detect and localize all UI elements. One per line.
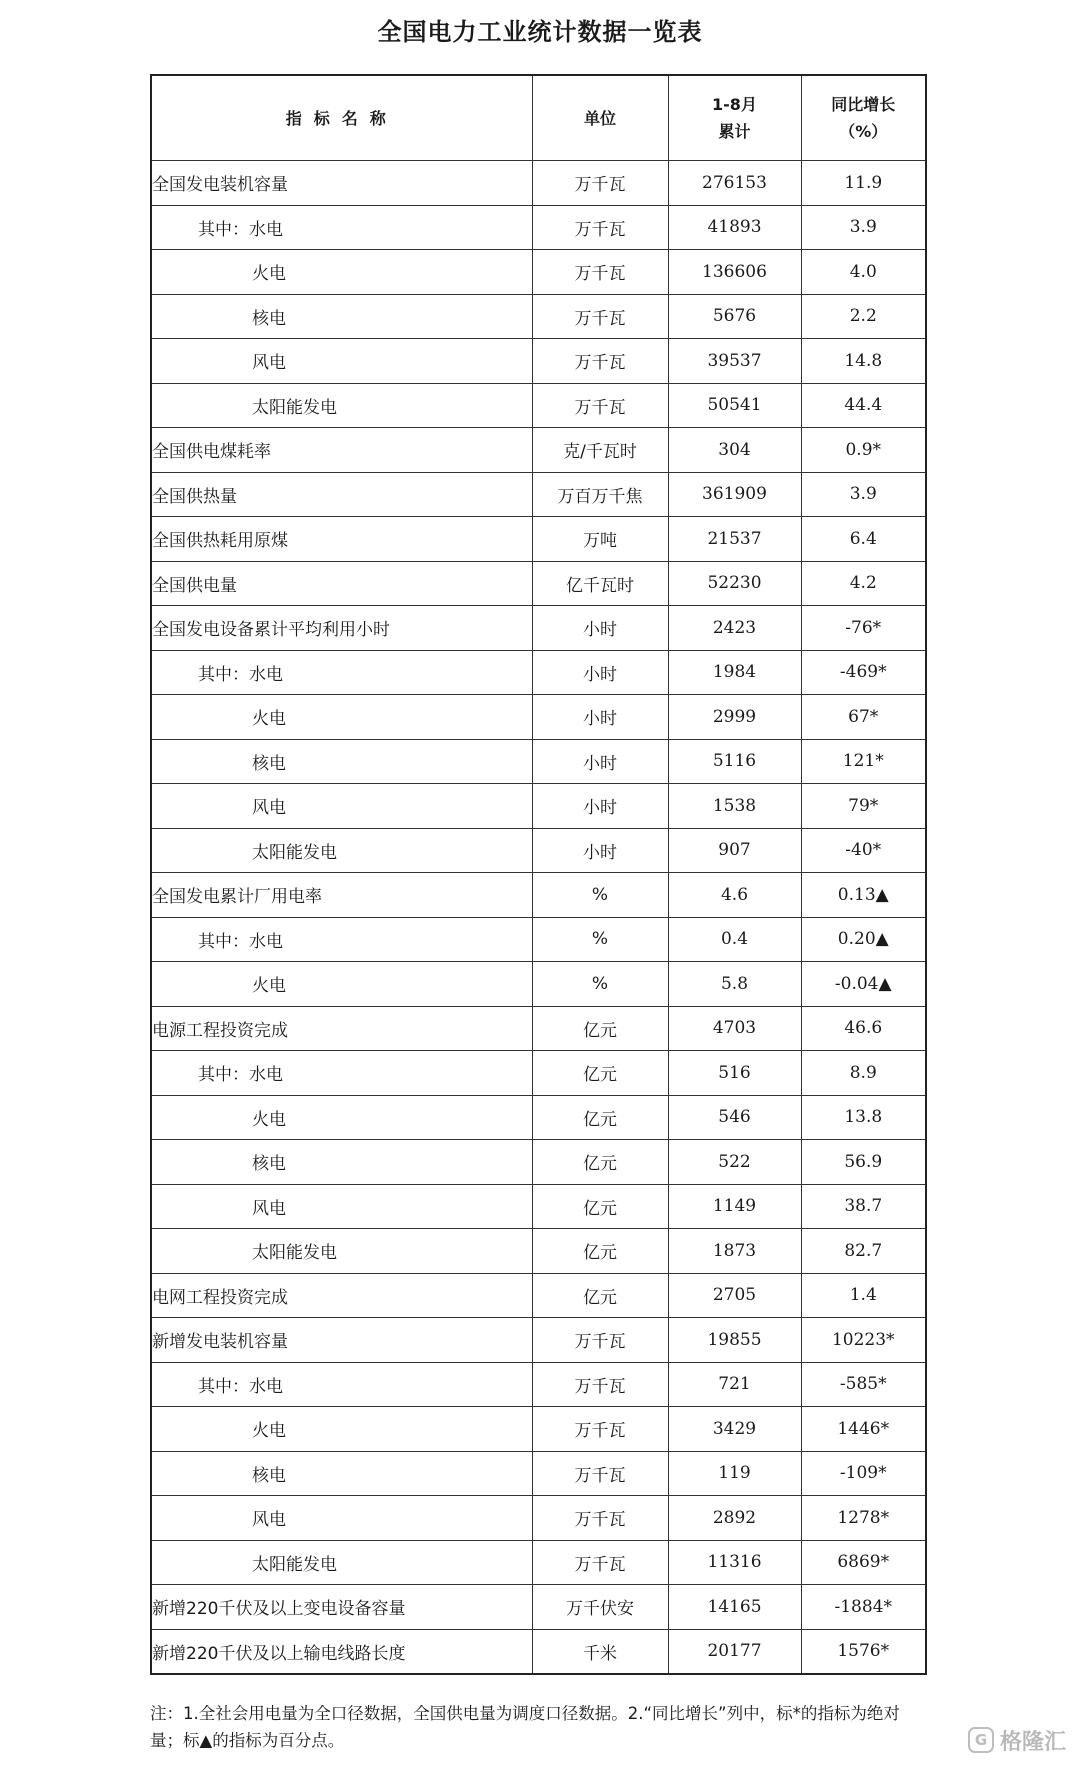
indicator-name-cell: 火电 <box>151 250 532 295</box>
yoy-growth-cell: 79* <box>801 784 926 829</box>
indicator-name-cell: 太阳能发电 <box>151 828 532 873</box>
yoy-growth-cell: -40* <box>801 828 926 873</box>
cumulative-value-cell: 50541 <box>668 383 801 428</box>
cumulative-value-cell: 1538 <box>668 784 801 829</box>
table-row <box>151 1006 926 1051</box>
table-row <box>151 828 926 873</box>
yoy-growth-cell: 44.4 <box>801 383 926 428</box>
unit-cell: 万千瓦 <box>532 339 668 384</box>
indicator-name-cell: 核电 <box>151 1451 532 1496</box>
unit-cell: 克/千瓦时 <box>532 428 668 473</box>
cumulative-value-cell: 136606 <box>668 250 801 295</box>
cumulative-value-cell: 546 <box>668 1095 801 1140</box>
unit-cell: % <box>532 917 668 962</box>
indicator-name-cell: 火电 <box>151 1095 532 1140</box>
yoy-growth-cell: 4.2 <box>801 561 926 606</box>
cumulative-value-cell: 1984 <box>668 650 801 695</box>
cumulative-value-cell: 5.8 <box>668 962 801 1007</box>
indicator-name-cell: 其中：水电 <box>151 1051 532 1096</box>
unit-cell: 小时 <box>532 606 668 651</box>
yoy-growth-cell: 82.7 <box>801 1229 926 1274</box>
indicator-name-cell: 新增220千伏及以上输电线路长度 <box>151 1629 532 1674</box>
indicator-name-cell: 太阳能发电 <box>151 383 532 428</box>
yoy-growth-cell: 1446* <box>801 1407 926 1452</box>
unit-cell: 万千瓦 <box>532 294 668 339</box>
unit-cell: 万百万千焦 <box>532 472 668 517</box>
indicator-name-cell: 其中：水电 <box>151 205 532 250</box>
unit-cell: 亿元 <box>532 1229 668 1274</box>
table-row <box>151 1318 926 1363</box>
table-row <box>151 428 926 473</box>
cumulative-value-cell: 2423 <box>668 606 801 651</box>
yoy-growth-cell: 13.8 <box>801 1095 926 1140</box>
table-row <box>151 205 926 250</box>
table-row <box>151 1051 926 1096</box>
unit-cell: % <box>532 873 668 918</box>
indicator-name-cell: 核电 <box>151 1140 532 1185</box>
watermark-text: 格隆汇 <box>999 1729 1066 1755</box>
gelonghui-logo-icon: G <box>968 1727 994 1753</box>
unit-cell: 亿元 <box>532 1184 668 1229</box>
yoy-growth-cell: 3.9 <box>801 205 926 250</box>
table-row <box>151 1451 926 1496</box>
header-yoy-label: 同比增长 <box>831 95 896 114</box>
table-body <box>151 161 926 1675</box>
indicator-name-cell: 火电 <box>151 1407 532 1452</box>
table-header-row <box>151 75 926 161</box>
header-unit: 单位 <box>532 75 668 161</box>
unit-cell: 千米 <box>532 1629 668 1674</box>
cumulative-value-cell: 721 <box>668 1362 801 1407</box>
unit-cell: 万千瓦 <box>532 1451 668 1496</box>
watermark <box>968 1723 1066 1757</box>
unit-cell: 万吨 <box>532 517 668 562</box>
indicator-name-cell: 全国发电设备累计平均利用小时 <box>151 606 532 651</box>
table-row <box>151 1273 926 1318</box>
yoy-growth-cell: -1884* <box>801 1585 926 1630</box>
yoy-growth-cell: 4.0 <box>801 250 926 295</box>
cumulative-value-cell: 1873 <box>668 1229 801 1274</box>
header-indicator-name: 指标名称 <box>151 75 532 161</box>
table-row <box>151 784 926 829</box>
unit-cell: 万千瓦 <box>532 383 668 428</box>
yoy-growth-cell: 46.6 <box>801 1006 926 1051</box>
table-row <box>151 1540 926 1585</box>
yoy-growth-cell: -109* <box>801 1451 926 1496</box>
unit-cell: 万千瓦 <box>532 1496 668 1541</box>
header-cumulative-period: 1-8月 <box>712 95 757 114</box>
table-row <box>151 1184 926 1229</box>
indicator-name-cell: 全国发电累计厂用电率 <box>151 873 532 918</box>
page-title: 全国电力工业统计数据一览表 <box>377 18 703 46</box>
cumulative-value-cell: 2999 <box>668 695 801 740</box>
cumulative-value-cell: 1149 <box>668 1184 801 1229</box>
unit-cell: 万千瓦 <box>532 161 668 206</box>
unit-cell: 小时 <box>532 784 668 829</box>
cumulative-value-cell: 2705 <box>668 1273 801 1318</box>
unit-cell: 万千瓦 <box>532 1540 668 1585</box>
yoy-growth-cell: -76* <box>801 606 926 651</box>
table-row <box>151 1229 926 1274</box>
cumulative-value-cell: 3429 <box>668 1407 801 1452</box>
yoy-growth-cell: 6.4 <box>801 517 926 562</box>
yoy-growth-cell: 11.9 <box>801 161 926 206</box>
cumulative-value-cell: 14165 <box>668 1585 801 1630</box>
yoy-growth-cell: 56.9 <box>801 1140 926 1185</box>
header-cumulative <box>668 75 801 161</box>
cumulative-value-cell: 5116 <box>668 739 801 784</box>
indicator-name-cell: 电源工程投资完成 <box>151 1006 532 1051</box>
cumulative-value-cell: 304 <box>668 428 801 473</box>
unit-cell: 小时 <box>532 650 668 695</box>
table-row <box>151 561 926 606</box>
yoy-growth-cell: 1576* <box>801 1629 926 1674</box>
cumulative-value-cell: 276153 <box>668 161 801 206</box>
table-row <box>151 962 926 1007</box>
yoy-growth-cell: 38.7 <box>801 1184 926 1229</box>
header-yoy-unit: （%） <box>839 122 888 141</box>
indicator-name-cell: 全国供电量 <box>151 561 532 606</box>
indicator-name-cell: 风电 <box>151 339 532 384</box>
cumulative-value-cell: 41893 <box>668 205 801 250</box>
indicator-name-cell: 风电 <box>151 1184 532 1229</box>
table-row <box>151 606 926 651</box>
yoy-growth-cell: 3.9 <box>801 472 926 517</box>
yoy-growth-cell: 121* <box>801 739 926 784</box>
cumulative-value-cell: 52230 <box>668 561 801 606</box>
cumulative-value-cell: 20177 <box>668 1629 801 1674</box>
table-row <box>151 1407 926 1452</box>
yoy-growth-cell: 1278* <box>801 1496 926 1541</box>
table-row <box>151 1585 926 1630</box>
cumulative-value-cell: 4703 <box>668 1006 801 1051</box>
cumulative-value-cell: 0.4 <box>668 917 801 962</box>
unit-cell: 亿元 <box>532 1095 668 1140</box>
indicator-name-cell: 太阳能发电 <box>151 1540 532 1585</box>
cumulative-value-cell: 21537 <box>668 517 801 562</box>
table-row <box>151 917 926 962</box>
yoy-growth-cell: 6869* <box>801 1540 926 1585</box>
indicator-name-cell: 其中：水电 <box>151 650 532 695</box>
cumulative-value-cell: 2892 <box>668 1496 801 1541</box>
unit-cell: 小时 <box>532 695 668 740</box>
yoy-growth-cell: 10223* <box>801 1318 926 1363</box>
cumulative-value-cell: 11316 <box>668 1540 801 1585</box>
indicator-name-cell: 全国供电煤耗率 <box>151 428 532 473</box>
table-row <box>151 739 926 784</box>
indicator-name-cell: 电网工程投资完成 <box>151 1273 532 1318</box>
unit-cell: 万千瓦 <box>532 1407 668 1452</box>
table-row <box>151 1496 926 1541</box>
indicator-name-cell: 太阳能发电 <box>151 1229 532 1274</box>
yoy-growth-cell: 0.9* <box>801 428 926 473</box>
table-row <box>151 472 926 517</box>
cumulative-value-cell: 907 <box>668 828 801 873</box>
cumulative-value-cell: 119 <box>668 1451 801 1496</box>
table-row <box>151 294 926 339</box>
unit-cell: 万千瓦 <box>532 1362 668 1407</box>
cumulative-value-cell: 4.6 <box>668 873 801 918</box>
unit-cell: 万千瓦 <box>532 205 668 250</box>
table-row <box>151 873 926 918</box>
header-yoy-growth <box>801 75 926 161</box>
indicator-name-cell: 新增发电装机容量 <box>151 1318 532 1363</box>
indicator-name-cell: 火电 <box>151 695 532 740</box>
cumulative-value-cell: 522 <box>668 1140 801 1185</box>
unit-cell: 亿千瓦时 <box>532 561 668 606</box>
unit-cell: 万千伏安 <box>532 1585 668 1630</box>
unit-cell: 万千瓦 <box>532 1318 668 1363</box>
indicator-name-cell: 全国供热耗用原煤 <box>151 517 532 562</box>
indicator-name-cell: 核电 <box>151 739 532 784</box>
unit-cell: 亿元 <box>532 1140 668 1185</box>
unit-cell: 小时 <box>532 739 668 784</box>
cumulative-value-cell: 516 <box>668 1051 801 1096</box>
yoy-growth-cell: -0.04▲ <box>801 962 926 1007</box>
yoy-growth-cell: 8.9 <box>801 1051 926 1096</box>
yoy-growth-cell: 0.13▲ <box>801 873 926 918</box>
indicator-name-cell: 其中：水电 <box>151 1362 532 1407</box>
footnote: 注：1.全社会用电量为全口径数据，全国供电量为调度口径数据。2.“同比增长”列中，标*的指标为绝对量；标▲的指标为百分点。 <box>150 1704 900 1750</box>
statistics-table <box>150 74 927 1675</box>
table-row <box>151 339 926 384</box>
indicator-name-cell: 风电 <box>151 784 532 829</box>
unit-cell: 亿元 <box>532 1006 668 1051</box>
unit-cell: 万千瓦 <box>532 250 668 295</box>
indicator-name-cell: 新增220千伏及以上变电设备容量 <box>151 1585 532 1630</box>
table-row <box>151 1629 926 1674</box>
unit-cell: 亿元 <box>532 1273 668 1318</box>
table-row <box>151 695 926 740</box>
indicator-name-cell: 其中：水电 <box>151 917 532 962</box>
yoy-growth-cell: 14.8 <box>801 339 926 384</box>
indicator-name-cell: 核电 <box>151 294 532 339</box>
cumulative-value-cell: 19855 <box>668 1318 801 1363</box>
header-cumulative-label: 累计 <box>718 122 751 141</box>
table-row <box>151 517 926 562</box>
unit-cell: 亿元 <box>532 1051 668 1096</box>
table-row <box>151 1095 926 1140</box>
yoy-growth-cell: 2.2 <box>801 294 926 339</box>
yoy-growth-cell: -585* <box>801 1362 926 1407</box>
cumulative-value-cell: 39537 <box>668 339 801 384</box>
unit-cell: 小时 <box>532 828 668 873</box>
table-row <box>151 650 926 695</box>
indicator-name-cell: 全国发电装机容量 <box>151 161 532 206</box>
table-row <box>151 1362 926 1407</box>
indicator-name-cell: 风电 <box>151 1496 532 1541</box>
table-row <box>151 1140 926 1185</box>
table-row <box>151 250 926 295</box>
unit-cell: % <box>532 962 668 1007</box>
table-row <box>151 161 926 206</box>
yoy-growth-cell: 0.20▲ <box>801 917 926 962</box>
yoy-growth-cell: -469* <box>801 650 926 695</box>
cumulative-value-cell: 5676 <box>668 294 801 339</box>
table-row <box>151 383 926 428</box>
cumulative-value-cell: 361909 <box>668 472 801 517</box>
indicator-name-cell: 火电 <box>151 962 532 1007</box>
yoy-growth-cell: 1.4 <box>801 1273 926 1318</box>
yoy-growth-cell: 67* <box>801 695 926 740</box>
indicator-name-cell: 全国供热量 <box>151 472 532 517</box>
